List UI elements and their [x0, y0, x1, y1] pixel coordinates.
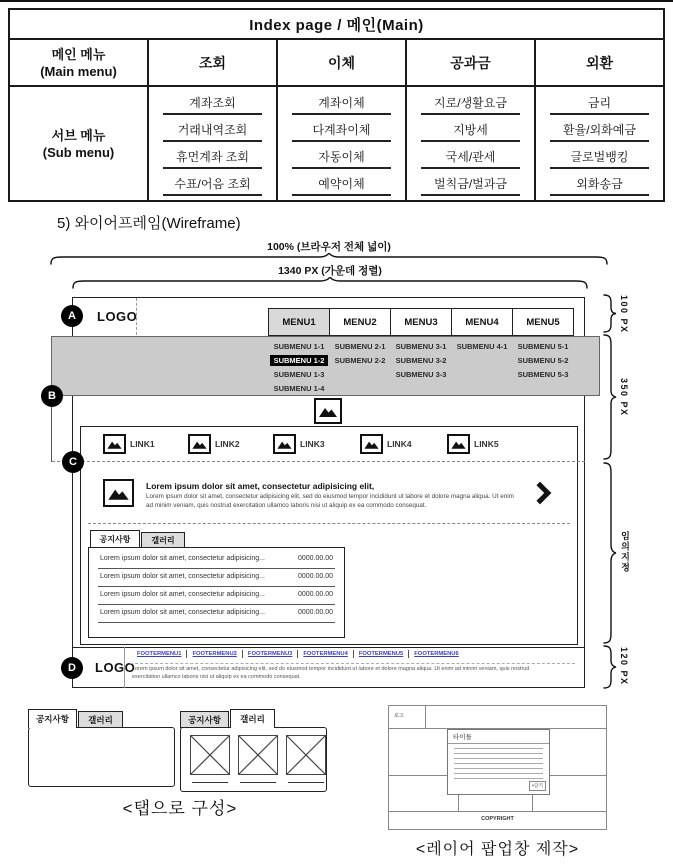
board-row-date: 0000.00.00 [297, 591, 333, 598]
submenu-entry-active: SUBMENU 1-2 [270, 355, 329, 366]
page-top-rule [0, 0, 673, 2]
image-placeholder-icon [286, 735, 326, 775]
side-label-100px: 100 PX [619, 295, 629, 334]
footer-link: FOOTERMENU1 [132, 650, 187, 658]
board-row-text: Lorem ipsum dolor sit amet, consectetur adipisicing... [100, 591, 265, 598]
submenu-entry: SUBMENU 1-4 [273, 384, 325, 393]
feature-image-icon [103, 479, 134, 507]
column-header: 조회 [149, 40, 278, 85]
submenu-item: 지로/생활요금 [421, 96, 520, 115]
footer-link: FOOTERMENU2 [187, 650, 242, 658]
popup-copyright: COPYRIGHT [481, 816, 514, 822]
section-heading: 5) 와이어프레임(Wireframe) [57, 215, 241, 232]
table-title: Index page / 메인(Main) [10, 10, 663, 40]
footer-logo: LOGO [95, 660, 136, 675]
board-row [98, 605, 335, 623]
menu-tab-3: MENU3 [390, 308, 452, 336]
example1-content-box [28, 727, 175, 787]
placeholder-line [454, 778, 543, 779]
submenu-entry: SUBMENU 5-3 [517, 370, 569, 379]
footer-link: FOOTERMENU3 [243, 650, 298, 658]
board-row-date: 0000.00.00 [297, 609, 333, 616]
links-divider-dashed [52, 461, 585, 462]
index-spec-table [8, 8, 665, 202]
main-menu-label-ko: 메인 메뉴 [51, 46, 106, 62]
full-width-label: 100% (브라우저 전체 넓이) [267, 241, 391, 253]
menu-tab-4: MENU4 [451, 308, 513, 336]
popup-title: 타이틀 [448, 730, 549, 744]
popup-example-caption: <레이어 팝업창 제작> [415, 841, 580, 858]
example2-tab-notice: 공지사항 [180, 711, 229, 728]
footer-link: FOOTERMENU6 [414, 651, 459, 657]
submenu-entry: SUBMENU 3-3 [395, 370, 447, 379]
quick-link-label: LINK3 [300, 439, 325, 449]
board-row-text: Lorem ipsum dolor sit amet, consectetur adipisicing... [100, 555, 265, 562]
submenu-item: 국세/관세 [421, 150, 520, 169]
sub-menu-label-en: (Sub menu) [42, 144, 115, 160]
image-icon [188, 434, 211, 454]
popup-close-button: ×닫기 [529, 781, 546, 791]
footer-divider [124, 647, 125, 688]
sub-menu-label-ko: 서브 메뉴 [51, 127, 106, 143]
brace-100px [603, 294, 617, 333]
column-header: 외환 [585, 54, 614, 71]
submenu-item: 글로벌뱅킹 [550, 150, 649, 169]
submenu-item: 수표/어음 조회 [163, 177, 262, 196]
quick-link-label: LINK5 [474, 439, 499, 449]
example2-tab-gallery: 갤러리 [230, 709, 275, 728]
board-row [98, 569, 335, 587]
quick-link-label: LINK2 [215, 439, 240, 449]
board-row [98, 587, 335, 605]
board-list-box [88, 547, 345, 638]
menu-tab-1: MENU1 [268, 308, 330, 336]
fixed-width-brace [72, 277, 588, 289]
header-divider [136, 298, 137, 335]
submenu-item: 지방세 [421, 123, 520, 142]
quick-link-3 [273, 434, 325, 454]
submenu-item: 계좌이체 [292, 96, 391, 115]
footer-link: FOOTERMENU4 [298, 650, 353, 658]
column-header: 이체 [278, 40, 407, 85]
example1-tab-notice: 공지사항 [28, 709, 77, 728]
submenu-entry: SUBMENU 1-1 [273, 342, 325, 351]
submenu-entry: SUBMENU 2-2 [334, 356, 386, 365]
submenu-entry: SUBMENU 5-1 [517, 342, 569, 351]
tabs-example-caption: <탭으로 구성> [122, 799, 238, 818]
badge-a: A [61, 305, 83, 327]
submenu-item: 외화송금 [550, 177, 649, 196]
submenu-entry: SUBMENU 4-1 [456, 342, 508, 351]
main-menu-header-cell [10, 40, 149, 85]
brace-flexible [603, 462, 617, 644]
feature-divider-dashed [88, 523, 570, 524]
submenu-item: 자동이체 [292, 150, 391, 169]
side-label-350px: 350 PX [619, 378, 629, 417]
placeholder-line [454, 763, 543, 764]
brace-350px [603, 334, 617, 460]
banner-image-icon [314, 398, 342, 424]
quick-link-label: LINK4 [387, 439, 412, 449]
submenu-item: 거래내역조회 [163, 123, 262, 142]
fixed-width-label: 1340 PX (가운데 정렬) [278, 265, 382, 277]
submenu-list-cell [407, 87, 536, 200]
submenu-item: 휴먼계좌 조회 [163, 150, 262, 169]
badge-b: B [41, 385, 63, 407]
popup-logo-cell-divider [425, 705, 426, 728]
submenu-entry: SUBMENU 5-2 [517, 356, 569, 365]
image-placeholder-icon [190, 735, 230, 775]
placeholder-line [454, 753, 543, 754]
submenu-entry: SUBMENU 3-1 [395, 342, 447, 351]
submenu-list-cell [278, 87, 407, 200]
submenu-entry: SUBMENU 2-1 [334, 342, 386, 351]
layer-popup-window [447, 729, 550, 795]
footer-link: FOOTERMENU5 [354, 650, 409, 658]
side-label-120px: 120 PX [619, 647, 629, 686]
placeholder-line [454, 773, 543, 774]
footer-top-line [72, 647, 585, 648]
image-icon [360, 434, 383, 454]
submenu-list-cell [536, 87, 663, 200]
example1-tab-gallery: 갤러리 [78, 711, 123, 728]
sub-menu-header-cell [10, 87, 149, 200]
image-icon [447, 434, 470, 454]
submenu-item: 계좌조회 [163, 96, 262, 115]
submenu-column-5 [497, 340, 589, 382]
board-row-text: Lorem ipsum dolor sit amet, consectetur adipisicing... [100, 609, 265, 616]
feature-title: Lorem ipsum dolor sit amet, consectetur adipisicing elit, [146, 481, 375, 491]
table-header-row [10, 40, 663, 87]
side-label-flexible: 임의지정 [620, 531, 630, 573]
badge-c: C [62, 451, 84, 473]
image-placeholder-icon [238, 735, 278, 775]
submenu-item: 금리 [550, 96, 649, 115]
menu-tab-5: MENU5 [512, 308, 574, 336]
column-header: 공과금 [407, 40, 536, 85]
main-menu-label-en: (Main menu) [40, 63, 117, 79]
submenu-item: 예약이체 [292, 177, 391, 196]
popup-logo-label: 로고 [394, 713, 404, 719]
image-icon [273, 434, 296, 454]
menu-tab-2: MENU2 [329, 308, 391, 336]
board-tab-notice: 공지사항 [90, 530, 140, 548]
placeholder-line [454, 748, 543, 749]
board-row [98, 551, 335, 569]
header-logo: LOGO [97, 309, 138, 324]
quick-link-label: LINK1 [130, 439, 155, 449]
brace-120px [603, 645, 617, 689]
submenu-entry: SUBMENU 3-2 [395, 356, 447, 365]
placeholder-line [240, 782, 276, 783]
submenu-item: 다계좌이체 [292, 123, 391, 142]
board-tab-gallery: 갤러리 [141, 532, 185, 548]
placeholder-line [192, 782, 228, 783]
submenu-entry: SUBMENU 1-3 [273, 370, 325, 379]
footer-menu-links [132, 650, 464, 658]
board-row-text: Lorem ipsum dolor sit amet, consectetur adipisicing... [100, 573, 265, 580]
quick-link-4 [360, 434, 412, 454]
board-row-date: 0000.00.00 [297, 573, 333, 580]
submenu-list-cell [149, 87, 278, 200]
popup-frame-line [388, 811, 607, 812]
footer-dashed-divider [130, 663, 575, 664]
placeholder-line [288, 782, 324, 783]
badge-d: D [61, 657, 83, 679]
footer-copy-text: Lorem ipsum dolor sit amet, consectetur adipisicing elit, sed do eiusmod tempor incididunt ut labore et dolore magna aliqua. Ut enim ad minim veniam, quis nostrud exercitation ullamco laboris nisi ut aliquip ex ea commodo consequat. [132, 666, 530, 680]
submenu-item: 벌칙금/벌과금 [421, 177, 520, 196]
board-row-date: 0000.00.00 [297, 555, 333, 562]
quick-link-2 [188, 434, 240, 454]
quick-link-5 [447, 434, 499, 454]
placeholder-line [454, 768, 543, 769]
quick-link-1 [103, 434, 155, 454]
feature-body: Lorem ipsum dolor sit amet, consectetur adipisicing elit, sed do eiusmod tempor incididunt ut labore et dolore magna aliqua. Ut enim ad minim veniam, quis nostrud exercitation ullamco laboris nisi ut aliquip ex ea commodo consequat. [146, 493, 514, 509]
submenu-item: 환율/외화예금 [550, 123, 649, 142]
image-icon [103, 434, 126, 454]
table-body-row [10, 87, 663, 200]
placeholder-line [454, 758, 543, 759]
